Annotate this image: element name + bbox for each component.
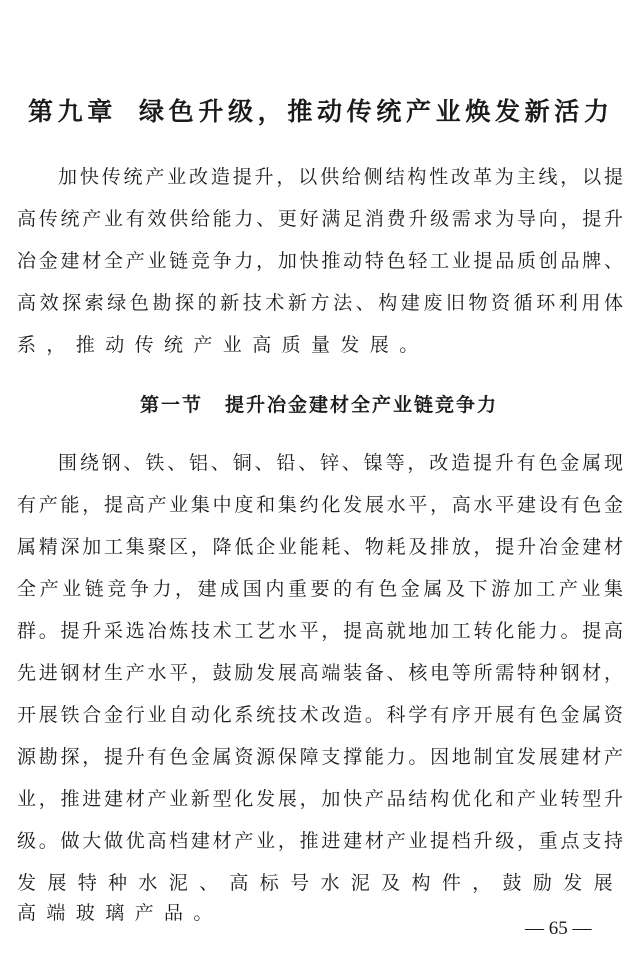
text-line: 围绕钢、铁、铝、铜、铅、锌、镍等，改造提升有色金属现	[58, 452, 623, 474]
text-line: 先进钢材生产水平，鼓励发展高端装备、核电等所需特种钢材，	[17, 662, 623, 684]
text-line: 开展铁合金行业自动化系统技术改造。科学有序开展有色金属资	[17, 704, 623, 726]
chapter-title	[28, 92, 610, 128]
text-line: 发展特种水泥、高标号水泥及构件，鼓励发展高端玻璃产品。	[17, 872, 623, 924]
text-line: 全产业链竞争力，建成国内重要的有色金属及下游加工产业集	[17, 578, 623, 600]
chapter-number: 第九章	[28, 97, 117, 126]
text-line: 高传统产业有效供给能力、更好满足消费升级需求为导向，提升	[17, 208, 623, 230]
section-heading	[0, 390, 638, 417]
page-number: — 65 —	[525, 918, 592, 939]
text-line: 高效探索绿色勘探的新技术新方法、构建废旧物资循环利用体	[17, 292, 623, 314]
text-line: 属精深加工集聚区，降低企业能耗、物耗及排放，提升冶金建材	[17, 536, 623, 558]
chapter-heading: 绿色升级，推动传统产业焕发新活力	[139, 97, 610, 126]
text-line: 级。做大做优高档建材产业，推进建材产业提档升级，重点支持	[17, 830, 623, 852]
text-line: 系，推动传统产业高质量发展。	[17, 334, 429, 356]
text-line: 群。提升采选冶炼技术工艺水平，提高就地加工转化能力。提高	[17, 620, 623, 642]
text-line: 业，推进建材产业新型化发展，加快产品结构优化和产业转型升	[17, 788, 623, 810]
text-line: 加快传统产业改造提升，以供给侧结构性改革为主线，以提	[58, 166, 623, 188]
text-line: 源勘探，提升有色金属资源保障支撑能力。因地制宜发展建材产	[17, 746, 623, 768]
section-number: 第一节	[139, 394, 203, 416]
text-line: 有产能，提高产业集中度和集约化发展水平，高水平建设有色金	[17, 494, 623, 516]
section-title: 提升冶金建材全产业链竞争力	[225, 394, 499, 416]
text-line: 冶金建材全产业链竞争力，加快推动特色轻工业提品质创品牌、	[17, 250, 623, 272]
